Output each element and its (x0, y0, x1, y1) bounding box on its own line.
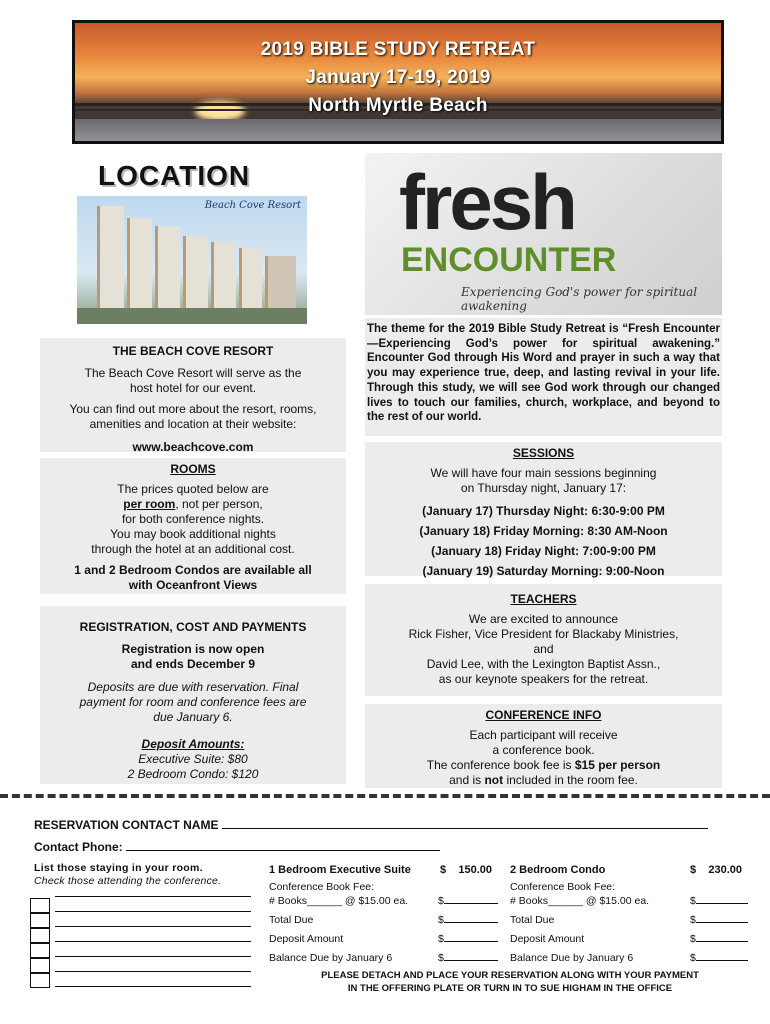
deposit-heading: Deposit Amounts: (141, 737, 245, 751)
logo-word-encounter: ENCOUNTER (401, 241, 617, 279)
banner-place: North Myrtle Beach (308, 95, 488, 116)
teachers-l1: We are excited to announce (468, 612, 619, 626)
resort-logo: Beach Cove Resort (204, 200, 301, 211)
resort-box (40, 338, 346, 452)
exec-balance-label: Balance Due by January 6 (269, 952, 393, 964)
conference-box (365, 704, 722, 788)
condo-book-fee: Conference Book Fee: (510, 881, 616, 893)
deposit-exec: Executive Suite: $80 (138, 752, 248, 766)
contact-phone-row (34, 840, 440, 854)
rooms-text-5: through the hotel at an additional cost. (91, 542, 295, 556)
deposit-condo: 2 Bedroom Condo: $120 (127, 767, 259, 781)
exec-dollar: $ (438, 952, 444, 964)
exec-books[interactable]: # Books______ @ $15.00 ea. (269, 895, 409, 907)
location-title: LOCATION (98, 160, 251, 191)
registration-box (40, 606, 346, 784)
condo-dollar: $ (690, 895, 696, 907)
logo-tagline: Experiencing God's power for spiritual awakening (461, 285, 698, 313)
conference-l4c: included in the room fee. (503, 773, 638, 787)
session-item: (January 18) Friday Night: 7:00-9:00 PM (431, 544, 656, 558)
exec-total-field[interactable] (438, 914, 498, 926)
condo-dollar: $ (690, 952, 696, 964)
exec-books-amount[interactable] (438, 895, 498, 907)
fresh-encounter-logo (365, 153, 722, 315)
header-banner (72, 20, 724, 144)
teachers-heading: TEACHERS (510, 592, 577, 606)
contact-phone-field[interactable] (126, 850, 440, 851)
condo-books[interactable]: # Books______ @ $15.00 ea. (510, 895, 650, 907)
session-item: (January 19) Saturday Morning: 9:00-Noon (422, 564, 665, 578)
teachers-box (365, 584, 722, 696)
condo-dollar: $ (690, 933, 696, 945)
rooms-heading: ROOMS (170, 462, 216, 476)
conference-l3 (365, 758, 722, 773)
theme-paragraph: The theme for the 2019 Bible Study Retreat is “Fresh Encounter—Experiencing God’s power for spiritual awakening.” Encounter God through His Word and prayer in such a way that you may experience true, deep, and lasting revival in your life. Through this study, we will see God work through our changed lives to touch our families, church, workplace, and beyond to the rest of our world. (365, 318, 722, 436)
logo-word-fresh: fresh (399, 158, 575, 246)
attendee-checkbox[interactable] (30, 943, 50, 958)
registration-deposits: Deposits are due with reservation. Final payment for room and conference fees are due January 6. (79, 680, 307, 724)
condo-deposit-label: Deposit Amount (510, 933, 585, 945)
teachers-l3: and (533, 642, 554, 656)
condo-dollar: $ (690, 914, 696, 926)
resort-p2: You can find out more about the resort, rooms, amenities and location at their website: (69, 402, 317, 431)
condo-price: $ 230.00 (690, 864, 742, 876)
exec-dollar: $ (438, 895, 444, 907)
not-emphasis: not (484, 773, 504, 787)
detach-instructions-l1: PLEASE DETACH AND PLACE YOUR RESERVATION ALONG WITH YOUR PAYMENT (321, 970, 699, 981)
condo-title: 2 Bedroom Condo (510, 864, 606, 876)
detach-instructions-l2: IN THE OFFERING PLATE OR TURN IN TO SUE HIGHAM IN THE OFFICE (347, 983, 673, 994)
teachers-l2: Rick Fisher, Vice President for Blackaby Ministries, (408, 627, 679, 641)
condo-books-amount[interactable] (690, 895, 748, 907)
exec-deposit-field[interactable] (438, 933, 498, 945)
resort-p1: The Beach Cove Resort will serve as the host hotel for our event. (84, 366, 302, 395)
attendee-checkbox[interactable] (30, 913, 50, 928)
ocean (75, 119, 724, 144)
attendee-name-field[interactable] (55, 896, 251, 897)
teachers-l5: as our keynote speakers for the retreat. (438, 672, 649, 686)
attendee-name-field[interactable] (55, 971, 251, 972)
attendee-checkbox[interactable] (30, 928, 50, 943)
rooms-box (40, 458, 346, 594)
exec-deposit-label: Deposit Amount (269, 933, 344, 945)
attendee-name-field[interactable] (55, 956, 251, 957)
condo-balance-label: Balance Due by January 6 (510, 952, 634, 964)
rooms-text-2 (40, 497, 346, 512)
rooms-text-4: You may book additional nights (110, 527, 276, 541)
condo-total-field[interactable] (690, 914, 748, 926)
exec-book-fee: Conference Book Fee: (269, 881, 375, 893)
exec-price: $ 150.00 (440, 864, 492, 876)
resort-heading: THE BEACH COVE RESORT (112, 344, 274, 358)
attendee-name-field[interactable] (55, 986, 251, 987)
detach-line (0, 794, 770, 808)
condo-deposit-field[interactable] (690, 933, 748, 945)
resort-website-link[interactable]: www.beachcove.com (132, 440, 254, 454)
conference-l4 (365, 773, 722, 788)
condo-total-label: Total Due (510, 914, 555, 926)
contact-phone-label: Contact Phone: (34, 840, 123, 854)
conference-l4a: and is (449, 773, 485, 787)
session-item: (January 17) Thursday Night: 6:30-9:00 PM (422, 504, 665, 518)
condo-balance-field[interactable] (690, 952, 748, 964)
session-item: (January 18) Friday Morning: 8:30 AM-Noon (419, 524, 668, 538)
check-label: Check those attending the conference. (34, 875, 222, 887)
conference-l3a: The conference book fee is (426, 758, 575, 772)
conference-l2: a conference book. (492, 743, 595, 757)
rooms-text-3: for both conference nights. (121, 512, 265, 526)
attendee-name-field[interactable] (55, 911, 251, 912)
attendee-checkbox[interactable] (30, 898, 50, 913)
per-room-emphasis: per room (123, 497, 176, 511)
book-fee: $15 per person (574, 758, 661, 772)
rooms-condos-note: 1 and 2 Bedroom Condos are available all with Oceanfront Views (74, 563, 312, 592)
contact-name-row (34, 818, 708, 832)
attendee-name-field[interactable] (55, 941, 251, 942)
rooms-text-2b: , not per person, (175, 497, 263, 511)
hotel-photo (77, 196, 307, 324)
banner-title: 2019 BIBLE STUDY RETREAT (260, 39, 536, 60)
banner-dates: January 17-19, 2019 (305, 67, 491, 88)
detach-instructions (265, 969, 755, 995)
exec-title: 1 Bedroom Executive Suite (269, 864, 411, 876)
rooms-text-1: The prices quoted below are (117, 482, 269, 496)
sessions-box (365, 442, 722, 576)
contact-name-field[interactable] (222, 828, 708, 829)
contact-name-label: RESERVATION CONTACT NAME (34, 818, 219, 832)
sessions-intro: We will have four main sessions beginning on Thursday night, January 17: (430, 466, 657, 495)
exec-dollar: $ (438, 914, 444, 926)
attendee-name-field[interactable] (55, 926, 251, 927)
attendee-checkbox[interactable] (30, 958, 50, 973)
sessions-heading: SESSIONS (512, 446, 575, 460)
conference-heading: CONFERENCE INFO (485, 708, 602, 722)
registration-heading: REGISTRATION, COST AND PAYMENTS (79, 620, 307, 634)
list-label: List those staying in your room. (34, 862, 203, 874)
teachers-l4: David Lee, with the Lexington Baptist Assn., (426, 657, 661, 671)
registration-open: Registration is now open and ends December 9 (121, 642, 265, 671)
conference-l1: Each participant will receive (469, 728, 618, 742)
exec-balance-field[interactable] (438, 952, 498, 964)
exec-dollar: $ (438, 933, 444, 945)
attendee-checkbox[interactable] (30, 973, 50, 988)
exec-total-label: Total Due (269, 914, 314, 926)
